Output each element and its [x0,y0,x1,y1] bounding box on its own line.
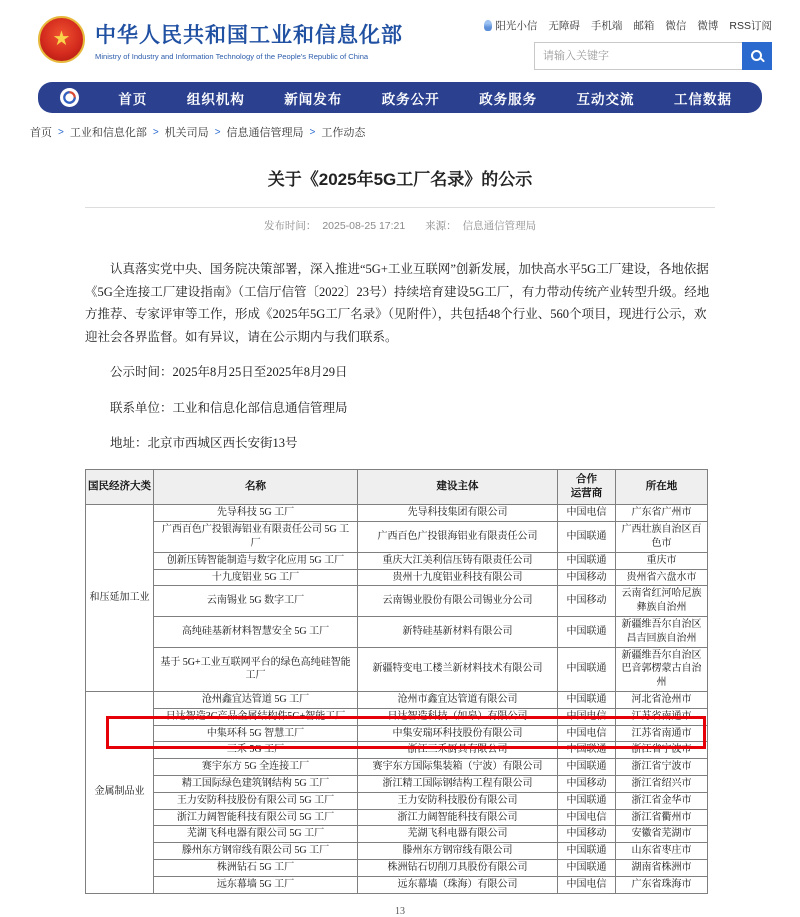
table-row [86,776,708,793]
cell-location: 浙江省衢州市 [616,809,708,826]
cell-operator: 中国联通 [558,552,616,569]
breadcrumb-separator: > [152,126,159,138]
nav-item-gov-disclosure[interactable]: 政务公开 [381,91,440,107]
cell-builder: 赛宇东方国际集装箱（宁波）有限公司 [358,759,558,776]
breadcrumb [30,124,800,140]
link-accessibility[interactable]: 无障碍 [548,20,580,32]
cell-name: 株洲钻石 5G 工厂 [154,860,358,877]
cell-location: 贵州省六盘水市 [616,569,708,586]
cell-operator: 中国移动 [558,776,616,793]
site-header [0,0,800,80]
cell-builder: 重庆大江美利信压铸有限责任公司 [358,552,558,569]
col-header-operator: 合作 运营商 [558,469,616,505]
cell-location: 广东省广州市 [616,505,708,522]
link-wechat[interactable]: 微信 [665,20,687,32]
table-row [86,792,708,809]
source-label: 来源： [425,220,457,232]
link-weibo[interactable]: 微博 [697,20,719,32]
breadcrumb-separator: > [58,126,64,138]
cell-name: 中集环科 5G 智慧工厂 [154,725,358,742]
cell-operator: 中国电信 [558,876,616,893]
nav-item-news[interactable]: 新闻发布 [284,91,343,107]
cell-category: 金属制品业 [86,692,154,894]
cell-location: 浙江省金华市 [616,792,708,809]
cell-operator: 中国移动 [558,569,616,586]
search-box [534,42,772,70]
cell-builder: 浙江三禾厨具有限公司 [358,742,558,759]
page-number: 13 [395,905,405,917]
search-button[interactable] [742,42,772,70]
cell-location: 河北省沧州市 [616,692,708,709]
article-meta [85,218,715,233]
col-header-category: 国民经济大类 [86,469,154,505]
cell-location: 浙江省绍兴市 [616,776,708,793]
cell-location: 浙江省宁波市 [616,742,708,759]
col-header-location: 所在地 [616,469,708,505]
cell-location: 安徽省芜湖市 [616,826,708,843]
table-row [86,586,708,617]
header-utilities [484,16,772,70]
link-mail[interactable]: 邮箱 [633,20,655,32]
cell-location: 云南省红河哈尼族彝族自治州 [616,586,708,617]
cell-name: 先导科技 5G 工厂 [154,505,358,522]
table-row [86,759,708,776]
search-input[interactable] [534,42,742,70]
top-links [484,18,772,33]
table-row [86,552,708,569]
cell-operator: 中国联通 [558,692,616,709]
nav-item-organization[interactable]: 组织机构 [186,91,245,107]
cell-builder: 新疆特变电工楼兰新材料技术有限公司 [358,647,558,691]
search-icon [750,49,764,63]
table-row [86,843,708,860]
table-row [86,860,708,877]
cell-operator: 中国电信 [558,809,616,826]
breadcrumb-bureau[interactable]: 信息通信管理局 [226,127,304,139]
cell-builder: 王力安防科技股份有限公司 [358,792,558,809]
cell-builder: 滕州东方钢帘线有限公司 [358,843,558,860]
cell-location: 广西壮族自治区百色市 [616,522,708,553]
cell-name: 远东幕墙 5G 工厂 [154,876,358,893]
table-row [86,647,708,691]
cell-operator: 中国电信 [558,708,616,725]
cell-name: 三禾 5G 工厂 [154,742,358,759]
body-paragraph: 认真落实党中央、国务院决策部署，深入推进“5G+工业互联网”创新发展，加快高水平5G工厂建设，各地依据《5G全连接工厂建设指南》（工信厅信管〔2022〕23号）持续培育建设5G工厂，有力带动传统产业转型升级。经地方推荐、专家评审等工作，形成《2025年5G工厂名录》（见附件），共包括48个行业、560个项目，现进行公示，欢迎社会各界监督。如有异议，请在公示期内与我们联系。 [85,262,710,344]
cell-builder: 贵州十九度铝业科技有限公司 [358,569,558,586]
nav-brand-icon [60,88,79,107]
site-logo-link[interactable] [38,16,403,63]
cell-operator: 中国电信 [558,505,616,522]
cell-name: 云南锡业 5G 数字工厂 [154,586,358,617]
link-sunshine-assistant[interactable]: 阳光小信 [484,18,537,33]
table-row-highlighted [86,725,708,742]
cell-name: 芜湖飞科电器有限公司 5G 工厂 [154,826,358,843]
cell-name: 滕州东方钢帘线有限公司 5G 工厂 [154,843,358,860]
cell-name: 浙江力阔智能科技有限公司 5G 工厂 [154,809,358,826]
cell-name: 王力安防科技股份有限公司 5G 工厂 [154,792,358,809]
article-body [85,258,715,455]
cell-location: 新疆维吾尔自治区巴音郭楞蒙古自治州 [616,647,708,691]
notice-period: 公示时间：2025年8月25日至2025年8月29日 [110,365,348,379]
cell-builder: 广西百色广投银海铝业有限责任公司 [358,522,558,553]
cell-operator: 中国联通 [558,522,616,553]
nav-item-interaction[interactable]: 互动交流 [576,91,635,107]
article [85,165,715,917]
table-header-row [86,469,708,505]
cell-location: 浙江省宁波市 [616,759,708,776]
contact-unit: 联系单位：工业和信息化部信息通信管理局 [110,400,348,415]
cell-name: 沧州鑫宜达管道 5G 工厂 [154,692,358,709]
cell-name: 日达智造3C产品金属结构件5G+智能工厂 [154,708,358,725]
cell-location: 新疆维吾尔自治区昌吉回族自治州 [616,617,708,648]
national-emblem-icon: ★ [38,16,85,63]
cell-builder: 沧州市鑫宜达管道有限公司 [358,692,558,709]
table-row [86,569,708,586]
title-divider [85,207,715,208]
table-row [86,708,708,725]
cell-builder: 株洲钻石切削刀具股份有限公司 [358,860,558,877]
factory-table-wrap [85,469,715,894]
publish-time: 2025-08-25 17:21 [322,220,406,232]
link-rss[interactable]: RSS订阅 [729,20,772,32]
cell-operator: 中国移动 [558,826,616,843]
cell-location: 江苏省南通市 [616,725,708,742]
breadcrumb-home[interactable]: 首页 [30,127,52,139]
agency-name-en: Ministry of Industry and Information Technology of the People's Republic of China [95,51,369,61]
table-row [86,742,708,759]
cell-category: 和压延加工业 [86,505,154,692]
table-row [86,809,708,826]
table-row [86,505,708,522]
cell-name: 赛宇东方 5G 全连接工厂 [154,759,358,776]
cell-builder: 新特硅基新材料有限公司 [358,617,558,648]
cell-operator: 中国联通 [558,843,616,860]
table-row [86,876,708,893]
cell-builder: 远东幕墙（珠海）有限公司 [358,876,558,893]
mascot-icon [484,20,492,31]
cell-location: 江苏省南通市 [616,708,708,725]
table-row [86,617,708,648]
cell-builder: 中集安瑞环科技股份有限公司 [358,725,558,742]
cell-location: 广东省珠海市 [616,876,708,893]
cell-operator: 中国电信 [558,725,616,742]
cell-location: 湖南省株洲市 [616,860,708,877]
nav-item-home[interactable]: 首页 [118,91,148,107]
factory-table [85,469,708,894]
nav-item-gov-services[interactable]: 政务服务 [479,91,538,107]
cell-operator: 中国联通 [558,860,616,877]
cell-name: 高纯硅基新材料智慧安全 5G 工厂 [154,617,358,648]
cell-operator: 中国联通 [558,792,616,809]
publish-time-label: 发布时间： [263,220,317,232]
cell-builder: 日达智造科技（如皋）有限公司 [358,708,558,725]
nav-item-miit-data[interactable]: 工信数据 [673,91,732,107]
cell-builder: 浙江精工国际钢结构工程有限公司 [358,776,558,793]
agency-name-cn: 中华人民共和国工业和信息化部 [95,23,403,47]
cell-operator: 中国联通 [558,647,616,691]
contact-address: 地址：北京市西城区西长安街13号 [110,436,298,450]
cell-location: 山东省枣庄市 [616,843,708,860]
cell-name: 广西百色广投银海铝业有限责任公司 5G 工厂 [154,522,358,553]
breadcrumb-miit[interactable]: 工业和信息化部 [69,127,147,139]
breadcrumb-separator: > [309,126,316,138]
cell-builder: 浙江力阔智能科技有限公司 [358,809,558,826]
breadcrumb-work-updates[interactable]: 工作动态 [321,127,366,139]
cell-name: 精工国际绿色建筑钢结构 5G 工厂 [154,776,358,793]
main-nav [38,82,762,113]
cell-location: 重庆市 [616,552,708,569]
table-row [86,826,708,843]
cell-operator: 中国联通 [558,759,616,776]
cell-operator: 中国移动 [558,586,616,617]
table-row [86,692,708,709]
col-header-name: 名称 [154,469,358,505]
cell-name: 十九度铝业 5G 工厂 [154,569,358,586]
source-value: 信息通信管理局 [462,220,537,232]
cell-builder: 先导科技集团有限公司 [358,505,558,522]
cell-operator: 中国联通 [558,742,616,759]
cell-builder: 云南锡业股份有限公司锡业分公司 [358,586,558,617]
cell-operator: 中国联通 [558,617,616,648]
page-title: 关于《2025年5G工厂名录》的公示 [267,170,533,189]
cell-name: 创新压铸智能制造与数字化应用 5G 工厂 [154,552,358,569]
cell-name: 基于 5G+工业互联网平台的绿色高纯硅智能工厂 [154,647,358,691]
table-row [86,522,708,553]
cell-builder: 芜湖飞科电器有限公司 [358,826,558,843]
breadcrumb-separator: > [214,126,221,138]
link-mobile[interactable]: 手机端 [590,20,623,32]
breadcrumb-departments[interactable]: 机关司局 [164,127,209,139]
col-header-builder: 建设主体 [358,469,558,505]
